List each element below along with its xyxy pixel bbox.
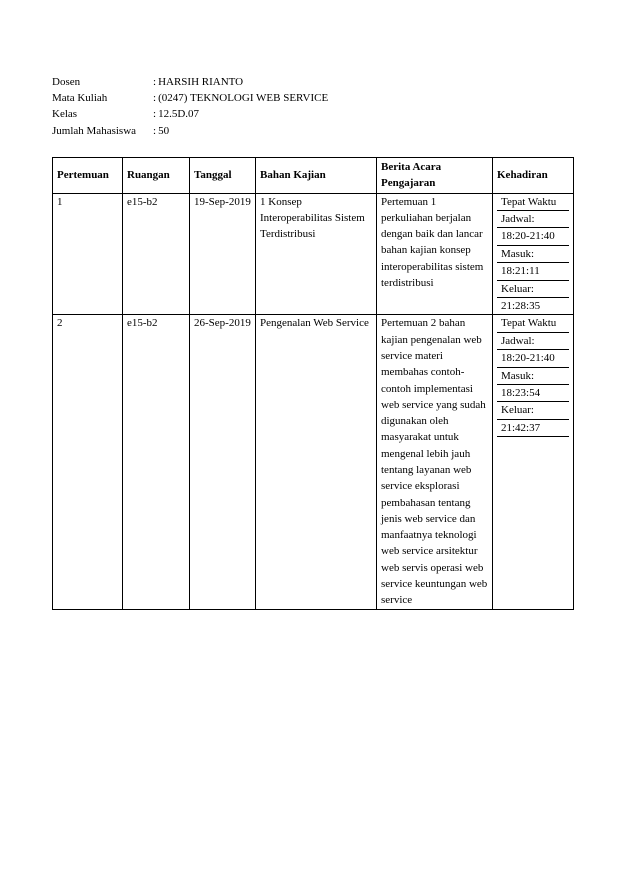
header-ruangan: Ruangan <box>123 158 190 194</box>
info-label: Mata Kuliah <box>52 92 108 105</box>
kehadiran-label: Masuk: <box>497 246 569 263</box>
cell-berita-acara: Pertemuan 1 perkuliahan berjalan dengan baik dan lancar bahan kajian konsep interoperabilitas sistem terdistribusi <box>377 193 493 315</box>
header-berita-acara: Berita Acara Pengajaran <box>377 158 493 194</box>
kehadiran-value: 21:28:35 <box>501 299 541 312</box>
kehadiran-value: 21:42:37 <box>497 420 569 437</box>
attendance-table <box>52 157 574 610</box>
kehadiran-status: Tepat Waktu <box>497 194 569 211</box>
info-row-dosen <box>52 74 328 90</box>
kehadiran-label: Masuk: <box>497 368 569 385</box>
info-value: 50 <box>158 124 170 137</box>
course-info <box>52 74 328 139</box>
kehadiran-value: 18:20-21:40 <box>497 228 569 245</box>
cell-pertemuan: 2 <box>53 315 123 609</box>
cell-berita-acara: Pertemuan 2 bahan kajian pengenalan web service materi membahas contoh-contoh implementasi web service yang sudah digunakan oleh masyarakat untuk mengenal lebih jauh tentang layanan web service eksplorasi pembahasan tentang jenis web service dan manfaatnya teknologi web service arsitektur web servis operasi web service keuntungan web service <box>377 315 493 609</box>
cell-kehadiran <box>493 193 574 315</box>
info-value: (0247) TEKNOLOGI WEB SERVICE <box>158 92 329 105</box>
kehadiran-label: Jadwal: <box>497 333 569 350</box>
info-value: HARSIH RIANTO <box>158 76 244 88</box>
info-separator: : <box>153 108 157 121</box>
cell-ruangan: e15-b2 <box>123 315 190 609</box>
kehadiran-label: Keluar: <box>497 281 569 298</box>
info-row-kelas <box>52 106 328 122</box>
info-separator: : <box>153 124 157 137</box>
table-row <box>53 315 574 609</box>
cell-bahan-kajian: 1 Konsep Interoperabilitas Sistem Terdistribusi <box>256 193 377 315</box>
kehadiran-value: 18:20-21:40 <box>497 350 569 367</box>
header-kehadiran: Kehadiran <box>493 158 574 194</box>
kehadiran-value: 18:21:11 <box>497 263 569 280</box>
cell-kehadiran <box>493 315 574 609</box>
cell-tanggal: 19-Sep-2019 <box>190 193 256 315</box>
table-row <box>53 193 574 315</box>
header-bahan-kajian: Bahan Kajian <box>256 158 377 194</box>
kehadiran-value: 18:23:54 <box>497 385 569 402</box>
kehadiran-status: Tepat Waktu <box>497 315 569 332</box>
cell-pertemuan: 1 <box>53 193 123 315</box>
info-label: Dosen <box>52 76 81 88</box>
kehadiran-label: Keluar: <box>497 402 569 419</box>
info-label: Jumlah Mahasiswa <box>52 124 137 137</box>
info-separator: : <box>153 92 157 105</box>
cell-bahan-kajian: Pengenalan Web Service <box>256 315 377 609</box>
header-tanggal: Tanggal <box>190 158 256 194</box>
info-row-mata-kuliah <box>52 90 328 106</box>
info-value: 12.5D.07 <box>158 108 200 121</box>
info-separator: : <box>153 76 157 88</box>
header-pertemuan: Pertemuan <box>53 158 123 194</box>
kehadiran-label: Jadwal: <box>497 211 569 228</box>
info-row-jumlah-mahasiswa <box>52 123 328 139</box>
cell-tanggal: 26-Sep-2019 <box>190 315 256 609</box>
cell-ruangan: e15-b2 <box>123 193 190 315</box>
info-label: Kelas <box>52 108 78 121</box>
table-header-row <box>53 158 574 194</box>
